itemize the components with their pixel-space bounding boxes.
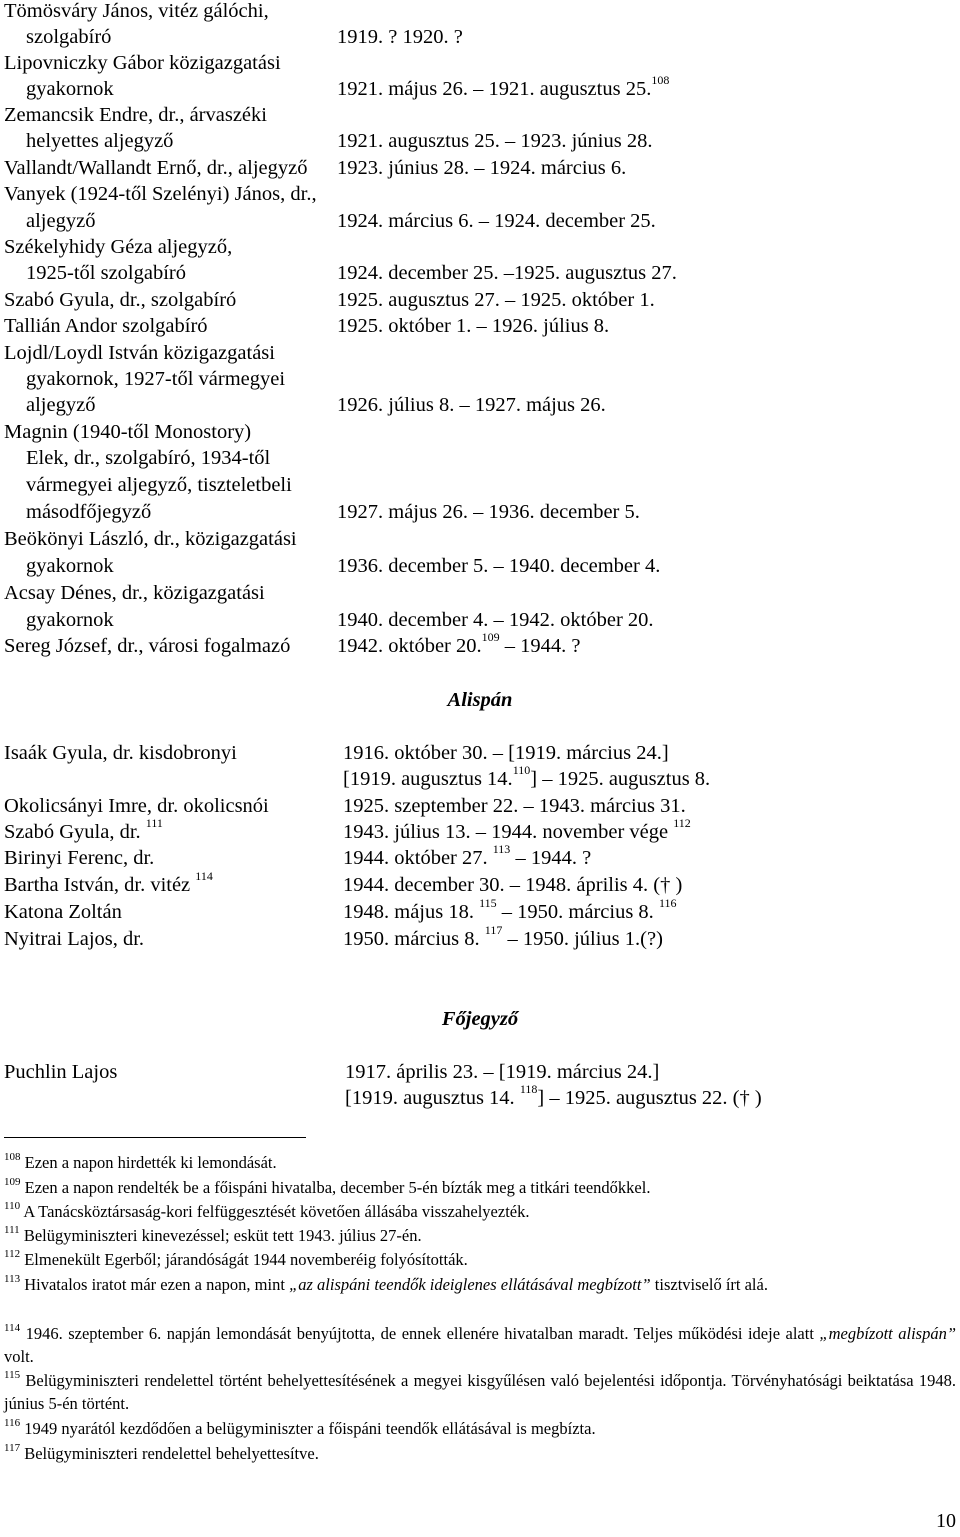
fojegyzo-dates: [1919. augusztus 14. $^{118}$] – 1925. augusztus 22. († ) xyxy=(345,1082,762,1109)
alispan-name: Okolicsányi Imre, dr. okolicsnói xyxy=(4,795,269,817)
footnote: $^{113}$ Hivatalos iratot már ezen a napon, mint „az alispáni teendők ideiglenes ellátásával megbízott” tisztviselő írt alá. xyxy=(4,1272,768,1294)
footnote: $^{114}$ 1946. szeptember 6. napján lemondását benyújtotta, de ennek ellenére hivatalban maradt. Teljes működési ideje alatt „megbízott alispán” volt. xyxy=(4,1321,957,1366)
alispan-dates: 1948. május 18. $^{115}$ – 1950. március 8. $^{116}$ xyxy=(343,896,677,923)
official-name-line: Székelyhidy Géza aljegyző, xyxy=(4,236,233,258)
official-dates: 1927. május 26. – 1936. december 5. xyxy=(337,501,640,523)
official-name-line: helyettes aljegyző xyxy=(26,130,174,152)
official-dates: 1919. ? 1920. ? xyxy=(337,26,463,48)
footnote-ref: 113 xyxy=(492,842,511,857)
alispan-name: Katona Zoltán xyxy=(4,901,122,923)
footnote-ref: 114 xyxy=(195,869,213,884)
official-name-line: Lipovniczky Gábor közigazgatási xyxy=(4,52,281,74)
section-heading-alispan: Alispán xyxy=(447,689,513,711)
page-number: 10 xyxy=(936,1510,956,1532)
official-name-line: Acsay Dénes, dr., közigazgatási xyxy=(4,582,265,604)
official-name-line: Vallandt/Wallandt Ernő, dr., aljegyző xyxy=(4,157,308,179)
official-name-line: Magnin (1940-től Monostory) xyxy=(4,421,252,443)
official-name-line: Szabó Gyula, dr., szolgabíró xyxy=(4,289,237,311)
official-dates: 1936. december 5. – 1940. december 4. xyxy=(337,555,661,577)
official-name-line: vármegyei aljegyző, tiszteletbeli xyxy=(26,474,292,496)
official-name-line: 1925-től szolgabíró xyxy=(26,262,186,284)
alispan-name: Birinyi Ferenc, dr. xyxy=(4,847,155,869)
official-dates: 1924. december 25. –1925. augusztus 27. xyxy=(337,262,677,284)
alispan-dates: 1950. március 8. $^{117}$ – 1950. július 1.(?) xyxy=(343,923,663,950)
footnote-ref: 118 xyxy=(519,1082,538,1097)
official-name-line: gyakornok xyxy=(26,78,114,100)
footnote-ref: 108 xyxy=(651,73,670,88)
official-name-line: Tömösváry János, vitéz gálóchi, xyxy=(4,0,269,22)
alispan-name: Isaák Gyula, dr. kisdobronyi xyxy=(4,742,237,764)
footnote: $^{115}$ Belügyminiszteri rendelettel történt behelyettesítésének a megyei kisgyűlésen való bejelentési időpontja. Törvényhatósági beiktatása 1948. június 5-én történt. xyxy=(4,1368,956,1413)
footnote-ref: 111 xyxy=(145,816,163,831)
section-heading-fojegyzo: Főjegyző xyxy=(441,1008,519,1030)
footnote: $^{112}$ Elmenekült Egerből; járandóságát 1944 novemberéig folyósították. xyxy=(4,1247,468,1269)
footnote-ref: 116 xyxy=(658,896,677,911)
official-name-line: gyakornok xyxy=(26,609,114,631)
official-dates: 1923. június 28. – 1924. március 6. xyxy=(337,157,627,179)
footnote: $^{116}$ 1949 nyarától kezdődően a belügyminiszter a főispáni teendők ellátásával is megbízta. xyxy=(4,1416,596,1438)
official-name-line: gyakornok, 1927-től vármegyei xyxy=(26,368,286,390)
official-dates: 1940. december 4. – 1942. október 20. xyxy=(337,609,654,631)
alispan-dates: 1944. december 30. – 1948. április 4. († ) xyxy=(343,874,683,896)
official-name-line: szolgabíró xyxy=(26,26,112,48)
footnote-ref: 115 xyxy=(479,896,497,911)
alispan-name: Nyitrai Lajos, dr. xyxy=(4,928,145,950)
alispan-dates: 1916. október 30. – [1919. március 24.] xyxy=(343,742,669,764)
official-dates: 1924. március 6. – 1924. december 25. xyxy=(337,210,656,232)
official-name-line: Tallián Andor szolgabíró xyxy=(4,315,208,337)
official-dates: 1921. augusztus 25. – 1923. június 28. xyxy=(337,130,653,152)
official-dates: 1925. augusztus 27. – 1925. október 1. xyxy=(337,289,655,311)
official-name-line: Sereg József, dr., városi fogalmazó xyxy=(4,635,291,657)
official-dates: 1942. október 20.$^{109}$ – 1944. ? xyxy=(337,630,581,657)
official-dates: 1925. október 1. – 1926. július 8. xyxy=(337,315,610,337)
official-name-line: másodfőjegyző xyxy=(26,501,152,523)
footnote: $^{111}$ Belügyminiszteri kinevezéssel; esküt tett 1943. július 27-én. xyxy=(4,1223,422,1245)
fojegyzo-dates: 1917. április 23. – [1919. március 24.] xyxy=(345,1061,660,1083)
alispan-dates: 1944. október 27. $^{113}$ – 1944. ? xyxy=(343,842,592,869)
alispan-dates: 1943. július 13. – 1944. november vége $^{112}$ xyxy=(343,816,691,843)
official-name-line: Beökönyi László, dr., közigazgatási xyxy=(4,528,297,550)
fojegyzo-name: Puchlin Lajos xyxy=(4,1061,118,1083)
footnote-ref: 112 xyxy=(673,816,691,831)
footnote: $^{117}$ Belügyminiszteri rendelettel behelyettesítve. xyxy=(4,1441,319,1463)
alispan-name: Bartha István, dr. vitéz $^{114}$ xyxy=(4,869,213,896)
official-name-line: Lojdl/Loydl István közigazgatási xyxy=(4,342,275,364)
footnote-ref: 109 xyxy=(481,630,500,645)
official-name-line: Vanyek (1924-től Szelényi) János, dr., xyxy=(4,183,317,205)
official-name-line: aljegyző xyxy=(26,394,96,416)
official-name-line: Zemancsik Endre, dr., árvaszéki xyxy=(4,104,267,126)
footnote-ref: 110 xyxy=(512,763,531,778)
footnote: $^{110}$ A Tanácsköztársaság-kori felfüggesztését követően állásába visszahelyezték. xyxy=(4,1199,530,1221)
footnote: $^{108}$ Ezen a napon hirdették ki lemondását. xyxy=(4,1150,277,1172)
footnote-divider xyxy=(4,1137,306,1138)
official-name-line: Elek, dr., szolgabíró, 1934-től xyxy=(26,447,271,469)
official-dates: 1926. július 8. – 1927. május 26. xyxy=(337,394,606,416)
official-name-line: aljegyző xyxy=(26,210,96,232)
footnote-ref: 117 xyxy=(484,923,503,938)
alispan-name: Szabó Gyula, dr. $^{111}$ xyxy=(4,816,163,843)
official-dates: 1921. május 26. – 1921. augusztus 25.$^{108}$ xyxy=(337,73,670,100)
official-name-line: gyakornok xyxy=(26,555,114,577)
alispan-dates: 1925. szeptember 22. – 1943. március 31. xyxy=(343,795,686,817)
alispan-dates: [1919. augusztus 14.$^{110}$] – 1925. augusztus 8. xyxy=(343,763,711,790)
footnote: $^{109}$ Ezen a napon rendelték be a főispáni hivatalba, december 5-én bízták meg a titkári teendőkkel. xyxy=(4,1175,651,1197)
